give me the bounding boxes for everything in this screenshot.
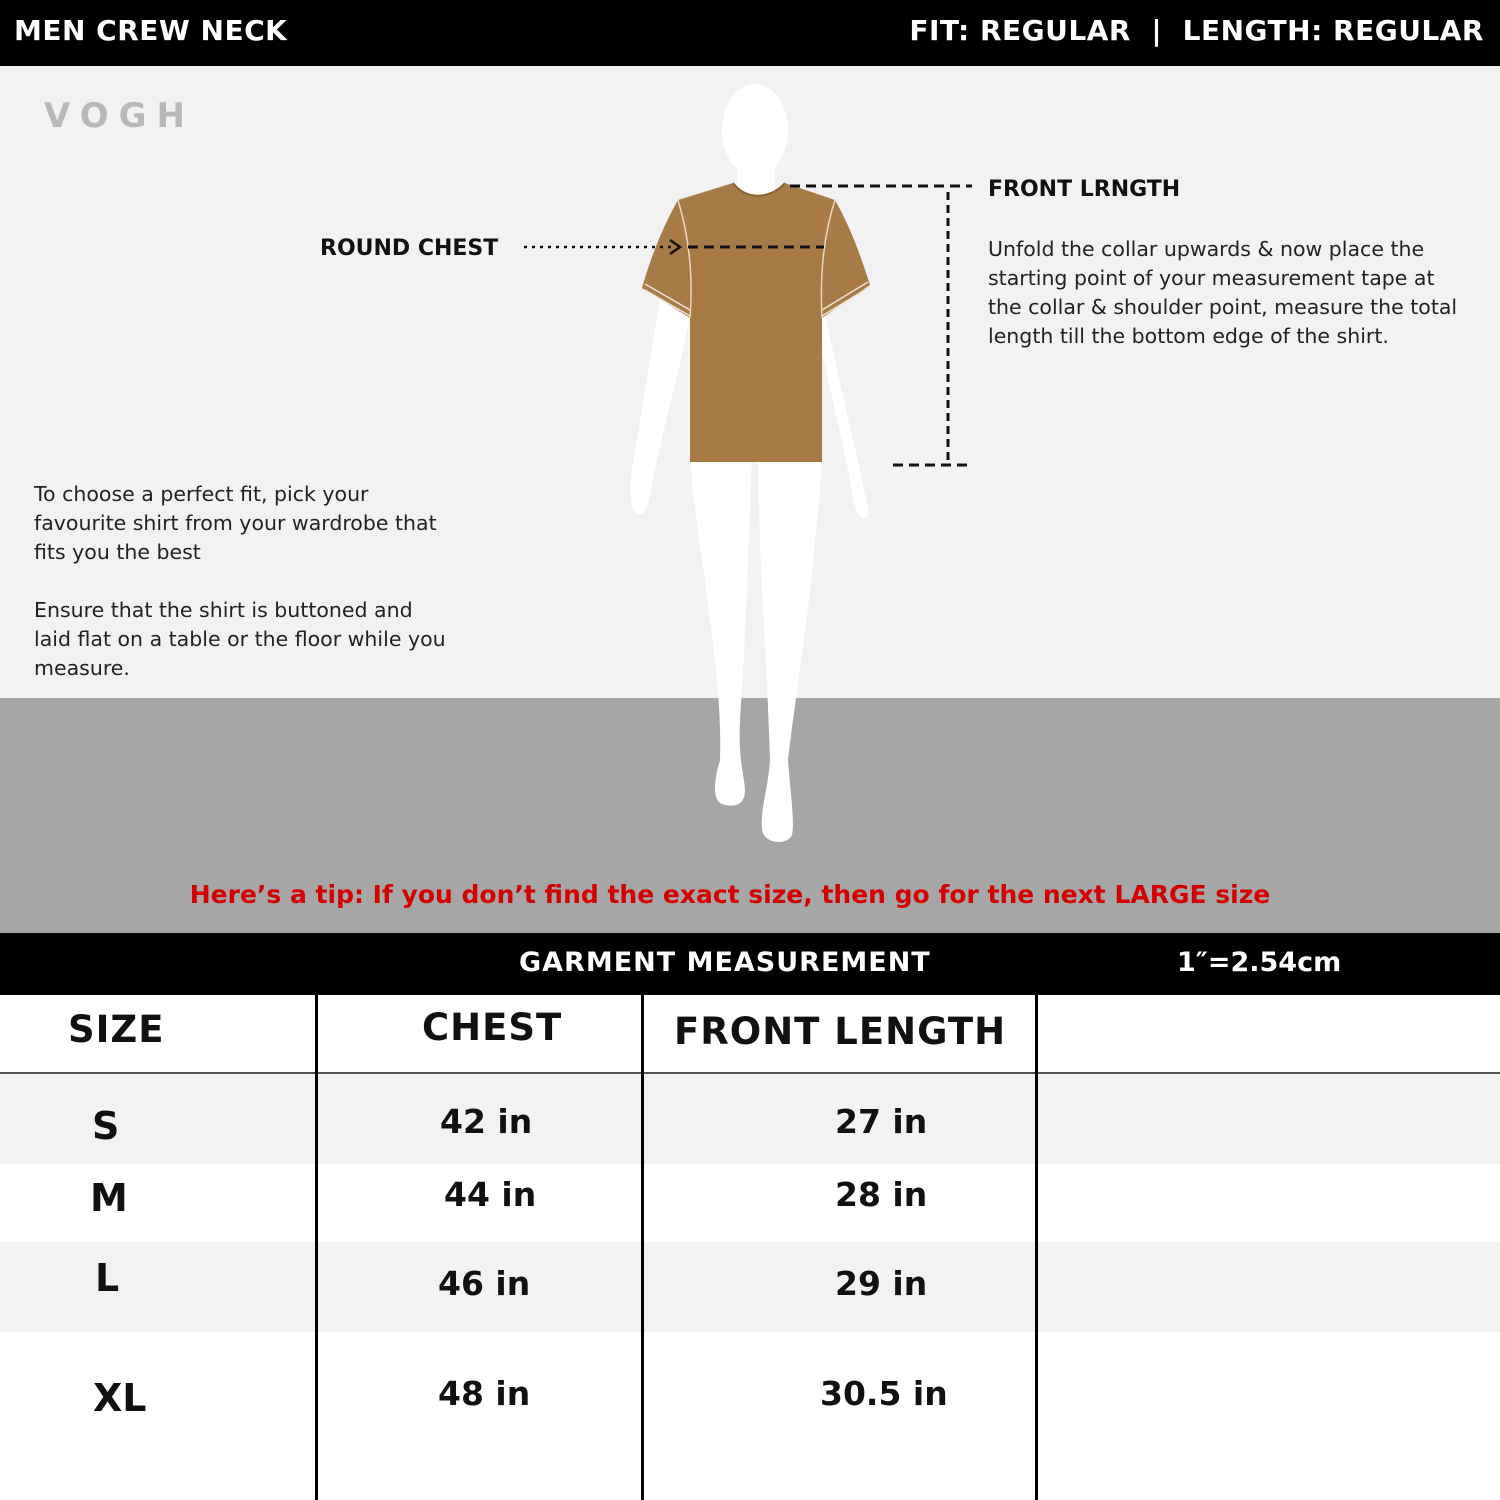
unit-conversion: 1″=2.54cm (1177, 947, 1342, 978)
chest-cell: 46 in (438, 1264, 531, 1303)
column-divider (1035, 995, 1038, 1500)
product-title: MEN CREW NECK (14, 14, 288, 47)
front-length-cell: 30.5 in (820, 1374, 948, 1413)
size-cell: M (90, 1176, 128, 1220)
size-cell: XL (93, 1376, 147, 1420)
front-length-label: FRONT LRNGTH (988, 177, 1181, 202)
column-header-chest: CHEST (422, 1006, 563, 1049)
header-divider (0, 1072, 1500, 1074)
column-header-front-length: FRONT LENGTH (674, 1010, 1007, 1053)
size-tip: Here’s a tip: If you don’t find the exact size, then go for the next LARGE size (189, 880, 1271, 909)
row-bg-m (0, 1164, 1500, 1242)
round-chest-label: ROUND CHEST (320, 236, 499, 261)
row-bg-xl (0, 1332, 1500, 1500)
row-bg-s (0, 1074, 1500, 1164)
front-length-cell: 27 in (835, 1102, 928, 1141)
fit-tip-1: To choose a perfect fit, pick your favourite shirt from your wardrobe that fits you the best (34, 482, 437, 564)
front-length-cell: 29 in (835, 1264, 928, 1303)
front-length-instructions: Unfold the collar upwards & now place the starting point of your measurement tape at the collar & shoulder point, measure the total length till the bottom edge of the shirt. (988, 237, 1458, 348)
brand-logo: VOGH (44, 96, 195, 136)
fit-length-info: FIT: REGULAR | LENGTH: REGULAR (909, 14, 1484, 47)
column-divider (641, 995, 644, 1500)
size-cell: S (92, 1104, 120, 1148)
chest-cell: 48 in (438, 1374, 531, 1413)
chest-cell: 44 in (444, 1175, 537, 1214)
fit-tip-2: Ensure that the shirt is buttoned and laid flat on a table or the floor while you measure. (34, 598, 446, 680)
front-length-cell: 28 in (835, 1175, 928, 1214)
table-header-bar (0, 933, 1500, 995)
size-cell: L (95, 1256, 120, 1300)
column-divider (315, 995, 318, 1500)
row-bg-l (0, 1242, 1500, 1332)
column-header-size: SIZE (68, 1008, 165, 1051)
table-title: GARMENT MEASUREMENT (519, 947, 931, 978)
chest-cell: 42 in (440, 1102, 533, 1141)
